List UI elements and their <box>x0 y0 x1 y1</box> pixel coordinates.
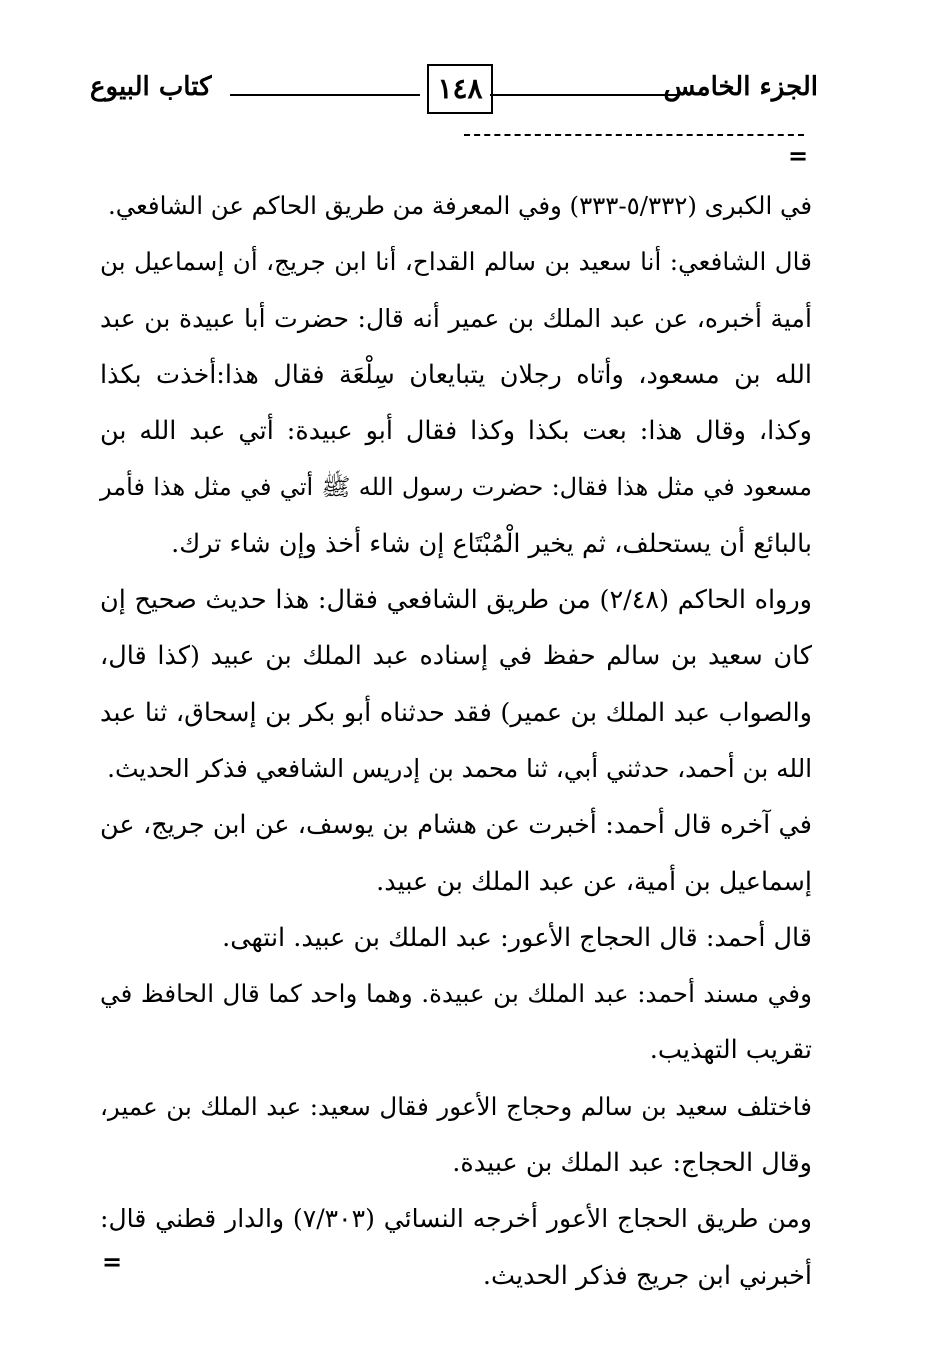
paragraph <box>100 966 812 1079</box>
text-line: تقريب التهذيب. <box>649 1035 812 1066</box>
paragraph <box>100 572 812 797</box>
part-title: الجزء الخامس <box>663 72 818 102</box>
paragraph <box>100 234 812 572</box>
paragraph <box>100 797 812 910</box>
text-line: والصواب عبد الملك بن عمير) فقد حدثناه أبو بكر بن إسحاق، ثنا عبد <box>100 697 812 728</box>
continuation-mark-top: = <box>788 141 809 170</box>
paragraph <box>100 178 812 234</box>
text-line: قال أحمد: قال الحجاج الأعور: عبد الملك بن عبيد. انتهى. <box>222 922 812 953</box>
text-line: قال الشافعي: أنا سعيد بن سالم القداح، أنا ابن جريج، أن إسماعيل بن <box>100 247 812 277</box>
continuation-mark-bottom: = <box>102 1247 123 1276</box>
page-number: ١٤٨ <box>427 64 493 114</box>
text-line: فاختلف سعيد بن سالم وحجاج الأعور فقال سعيد: عبد الملك بن عمير، <box>100 1091 812 1121</box>
text-line: أمية أخبره، عن عبد الملك بن عمير أنه قال: حضرت أبا عبيدة بن عبد <box>100 303 812 333</box>
paragraph <box>100 1079 812 1192</box>
text-line: وكذا، وقال هذا: بعت بكذا وكذا فقال أبو عبيدة: أتي عبد الله بن <box>100 416 812 447</box>
header-rule-right <box>490 94 680 96</box>
text-line: كان سعيد بن سالم حفظ في إسناده عبد الملك بن عبيد (كذا قال، <box>100 641 812 672</box>
text-line: بالبائع أن يستحلف، ثم يخير الْمُبْتَاع إن شاء أخذ وإن شاء ترك. <box>171 528 812 559</box>
text-line: في آخره قال أحمد: أخبرت عن هشام بن يوسف، عن ابن جريج، عن <box>100 810 812 841</box>
paragraph <box>100 910 812 966</box>
text-line: وقال الحجاج: عبد الملك بن عبيدة. <box>452 1148 812 1179</box>
header-rule-left <box>230 94 420 96</box>
text-line: الله بن أحمد، حدثني أبي، ثنا محمد بن إدريس الشافعي فذكر الحديث. <box>107 753 812 783</box>
paragraph <box>100 1191 812 1304</box>
body-text <box>100 178 812 1304</box>
text-line: ومن طريق الحجاج الأعور أخرجه النسائي (٧/٣٠٣) والدار قطني قال: <box>100 1204 812 1234</box>
text-line: ورواه الحاكم (٢/٤٨) من طريق الشافعي فقال: هذا حديث صحيح إن <box>100 585 812 616</box>
text-line: في الكبرى (٥/٣٣٢-٣٣٣) وفي المعرفة من طريق الحاكم عن الشافعي. <box>108 191 812 220</box>
page-header <box>90 64 818 124</box>
text-line: وفي مسند أحمد: عبد الملك بن عبيدة. وهما واحد كما قال الحافظ في <box>100 979 813 1009</box>
book-title: كتاب البيوع <box>90 72 212 102</box>
dashed-separator <box>464 134 804 136</box>
text-line: مسعود في مثل هذا فقال: حضرت رسول الله ﷺ أتي في مثل هذا فأمر <box>100 473 812 502</box>
text-line: الله بن مسعود، وأتاه رجلان يتبايعان سِلْعَة فقال هذا:أخذت بكذا <box>100 359 812 390</box>
text-line: أخبرني ابن جريج فذكر الحديث. <box>482 1260 812 1291</box>
text-line: إسماعيل بن أمية، عن عبد الملك بن عبيد. <box>376 866 812 897</box>
